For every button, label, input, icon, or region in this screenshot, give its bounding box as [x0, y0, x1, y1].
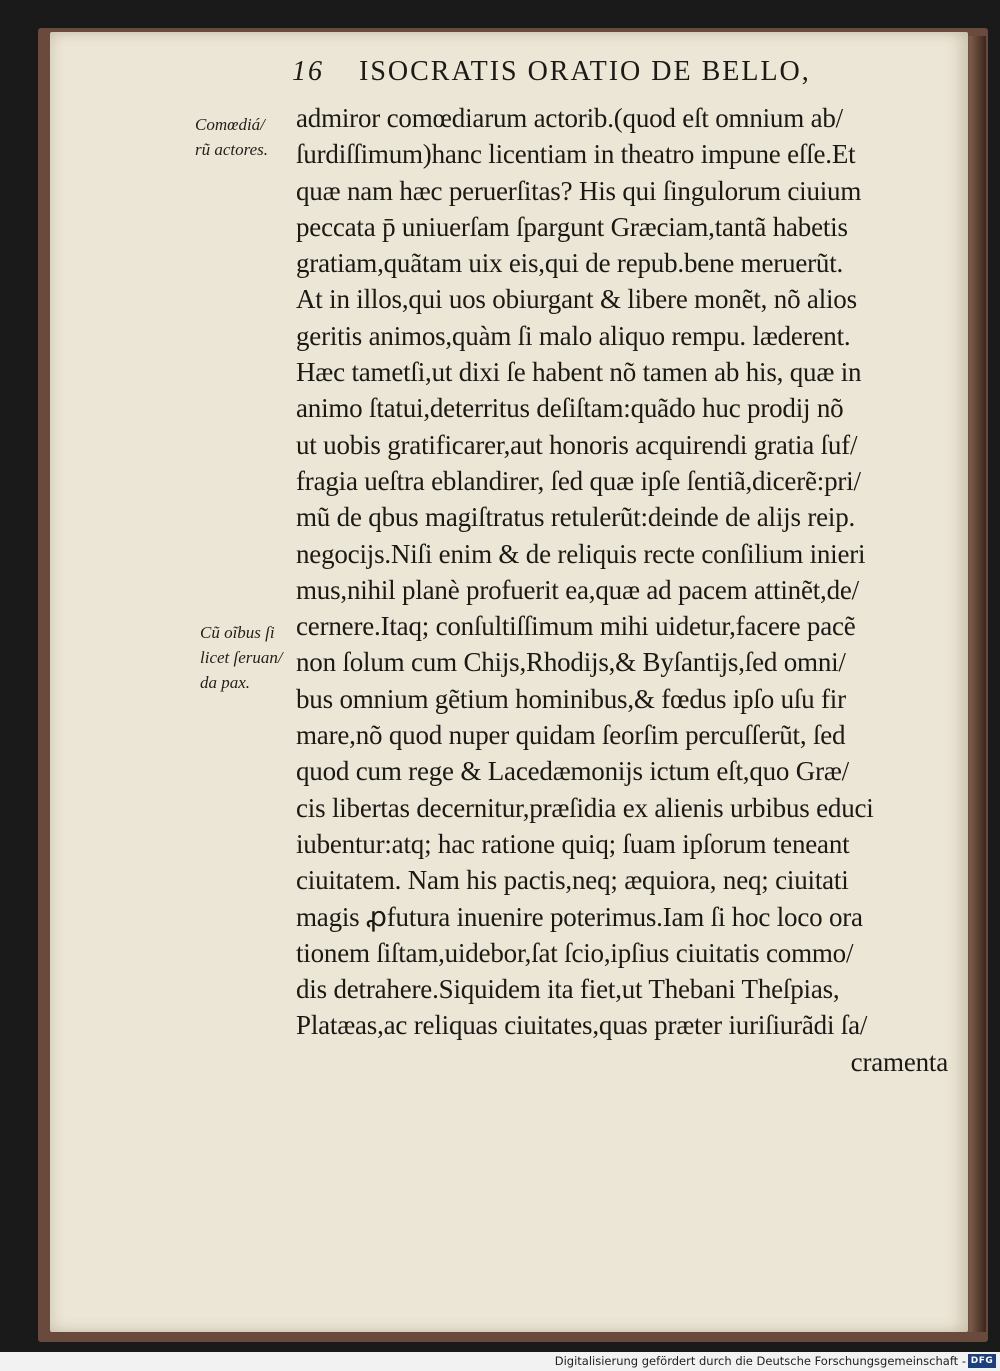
margin-note-line: rũ actores. [195, 140, 269, 159]
text-line: iubentur:atq; hac ratione quiq; ſuam ipſorum teneant [296, 828, 850, 859]
margin-note-line: licet ſeruan/ [200, 648, 283, 667]
text-line: bus omnium gẽtium hominibus,& fœdus ipſo uſu fir [296, 683, 846, 714]
running-header [292, 56, 912, 96]
text-line: negocijs.Niſi enim & de reliquis recte conſilium inieri [296, 538, 866, 569]
text-line: cis libertas decernitur,præſidia ex alienis urbibus educi [296, 792, 874, 823]
text-line: animo ſtatui,deterritus deſiſtam:quãdo huc prodij nõ [296, 393, 844, 424]
running-head-title: ISOCRATIS ORATIO DE BELLO, [359, 56, 811, 87]
text-line: admiror comœdiarum actorib.(quod eſt omnium ab/ [296, 103, 843, 133]
text-line: quæ nam hæc peruerſitas? His qui ſingulorum ciuium [296, 175, 862, 206]
text-line: gratiam,quãtam uix eis,qui de repub.bene meruerũt. [296, 248, 844, 279]
margin-note-line: Comœdiá/ [195, 115, 265, 134]
margin-note-line: da pax. [200, 673, 251, 692]
text-line: Platæas,ac reliquas ciuitates,quas præter iuriſiurãdi ſa/ [296, 1010, 868, 1041]
catchword: cramenta [850, 1046, 948, 1077]
text-line: magis ꝓfutura inuenire poterimus.Iam ſi hoc loco ora [296, 901, 863, 932]
text-line: ut uobis gratificarer,aut honoris acquirendi gratia ſuf/ [296, 429, 858, 460]
text-line: ſurdiſſimum)hanc licentiam in theatro impune eſſe.Et [296, 139, 856, 170]
text-line: non ſolum cum Chijs,Rhodijs,& Byſantijs,ſed omni/ [296, 647, 846, 678]
text-line: mus,nihil planè profuerit ea,quæ ad pacem attinẽt,de/ [296, 574, 859, 605]
text-line: cernere.Itaq; conſultiſſimum mihi uidetur,facere pacẽ [296, 611, 856, 642]
text-line: dis detrahere.Siquidem ita fiet,ut Thebani Theſpias, [296, 974, 840, 1005]
text-line: peccata p̄ uniuerſam ſpargunt Græciam,tantã habetis [296, 211, 848, 242]
margin-note-line: Cũ oĩbus ſi [200, 623, 275, 642]
text-line: At in illos,qui uos obiurgant & libere monẽt, nõ alios [296, 284, 857, 315]
main-text-block [296, 100, 956, 1080]
text-line: geritis animos,quàm ſi malo aliquo rempu. læderent. [296, 320, 851, 351]
text-line: ciuitatem. Nam his pactis,neq; æquiora, neq; ciuitati [296, 865, 849, 896]
page-number: 16 [292, 56, 324, 87]
text-line: mũ de qbus magiſtratus retulerũt:deinde de alijs reip. [296, 502, 856, 533]
text-line: quod cum rege & Lacedæmonijs ictum eſt,quo Græ/ [296, 756, 849, 787]
text-line: tionem ſiſtam,uidebor,ſat ſcio,ipſius ciuitatis commo/ [296, 937, 854, 968]
text-line: mare,nõ quod nuper quidam ſeorſim percuſſerũt, ſed [296, 720, 846, 751]
text-line: fragia ueſtra eblandirer, ſed quæ ipſe ſentiã,dicerẽ:pri/ [296, 465, 861, 496]
dfg-logo: DFG [968, 1354, 996, 1368]
margin-note-peace [200, 620, 300, 695]
text-line: Hæc tametſi,ut dixi ſe habent nõ tamen ab his, quæ in [296, 357, 862, 388]
margin-note-actors [195, 112, 295, 162]
funding-notice: Digitalisierung gefördert durch die Deutsche Forschungsgemeinschaft - [554, 1354, 966, 1368]
